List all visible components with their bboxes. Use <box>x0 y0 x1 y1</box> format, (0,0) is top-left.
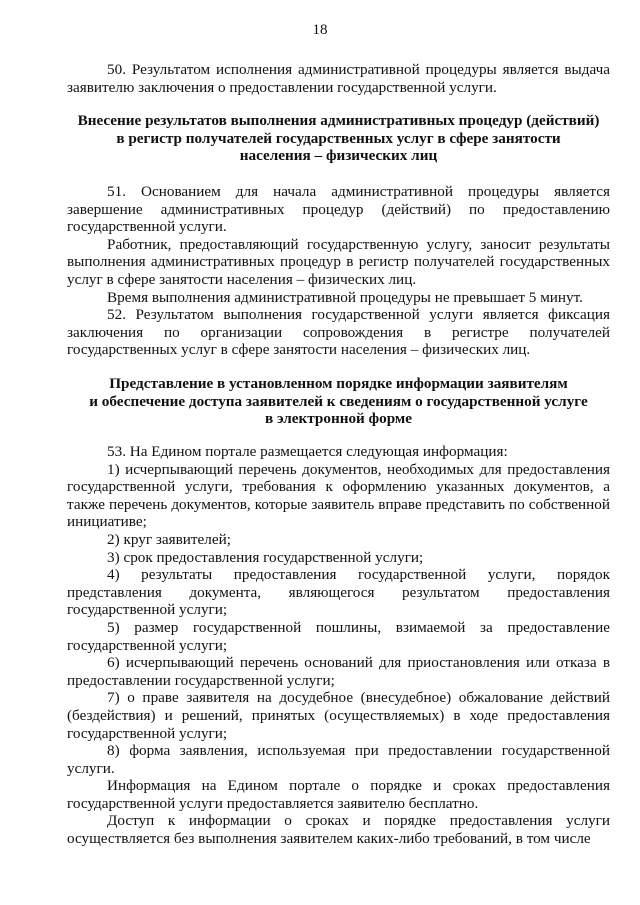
paragraph-access: Доступ к информации о сроках и порядке предоставления услуги осуществляется без выполнения заявителем каких-либо требований, в том числе <box>67 812 610 848</box>
paragraph-50-block <box>67 61 610 96</box>
page-number: 18 <box>312 22 328 38</box>
list-item: 7) о праве заявителя на досудебное (внесудебное) обжалование действий (бездействия) и решений, принятых (осуществляемых) в ходе предоставления государственной услуги; <box>67 689 610 742</box>
heading-line: Представление в установленном порядке информации заявителям <box>109 375 568 392</box>
paragraph-50: 50. Результатом исполнения административной процедуры является выдача заявителю заключения о предоставлении государственной услуги. <box>67 61 610 96</box>
list-item: 2) круг заявителей; <box>107 530 231 548</box>
paragraph-info-free: Информация на Едином портале о порядке и сроках предоставления государственной услуги предоставляется заявителю бесплатно. <box>67 777 610 812</box>
paragraphs-51-52-block <box>67 183 610 359</box>
list-item: 3) срок предоставления государственной услуги; <box>107 548 424 566</box>
heading-line: в электронной форме <box>264 410 413 428</box>
list-item: 5) размер государственной пошлины, взимаемой за предоставление государственной услуги; <box>67 618 610 654</box>
heading-line: населения – физических лиц <box>239 147 438 165</box>
paragraph-51-worker: Работник, предоставляющий государственную услугу, заносит результаты выполнения административных процедур в регистр получателей государственных услуг в сфере занятости населения – физических лиц. <box>67 235 610 288</box>
heading-line: и обеспечение доступа заявителей к сведениям о государственной услуге <box>89 392 588 410</box>
paragraph-53-block <box>67 443 610 848</box>
list-item: 8) форма заявления, используемая при предоставлении государственной услуги. <box>67 742 610 777</box>
list-item: 6) исчерпывающий перечень оснований для приостановления или отказа в предоставлении государственной услуги; <box>67 654 610 689</box>
paragraph-53: 53. На Едином портале размещается следующая информация: <box>107 443 508 460</box>
heading-line: Внесение результатов выполнения административных процедур (действий) <box>77 112 600 129</box>
paragraph-52: 52. Результатом выполнения государственной услуги является фиксация заключения по организации сопровождения в регистре получателей государственных услуг в сфере занятости населения – физических лиц. <box>67 306 610 359</box>
section-heading-registry <box>67 112 610 165</box>
paragraph-51-time: Время выполнения административной процедуры не превышает 5 минут. <box>107 288 583 306</box>
list-item: 4) результаты предоставления государственной услуги, порядок представления документа, являющегося результатом предоставления государственной услуги; <box>67 566 610 619</box>
heading-line: в регистр получателей государственных услуг в сфере занятости <box>116 129 561 147</box>
paragraph-51: 51. Основанием для начала административной процедуры является завершение административных процедур (действий) по предоставлению государственной услуги. <box>67 183 610 236</box>
list-item: 1) исчерпывающий перечень документов, необходимых для предоставления государственной услуги, требования к оформлению указанных документов, а также перечень документов, которые заявитель вправе представить по собственной инициативе; <box>67 460 610 531</box>
section-heading-information <box>67 375 610 428</box>
